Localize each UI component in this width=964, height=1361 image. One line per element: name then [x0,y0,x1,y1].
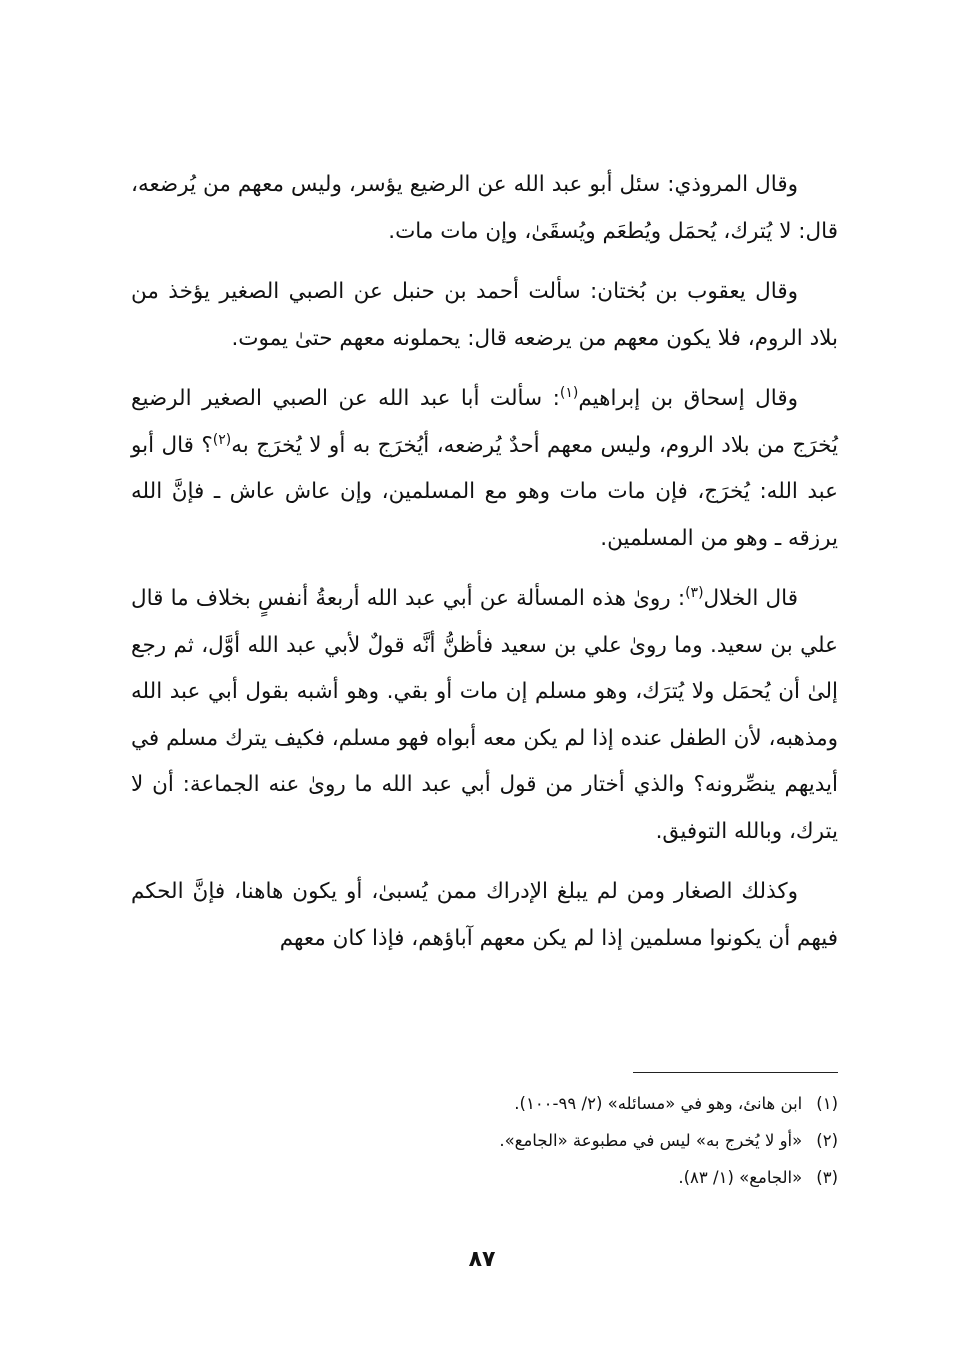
footnote-ref-3: (٣) [685,585,704,601]
paragraph-4-text-a: قال الخلال [703,586,798,611]
footnote-ref-1: (١) [559,385,579,401]
paragraph-3-text-a: وقال إسحاق بن إبراهيم [578,386,798,411]
footnote-text: «أو لا يُخرج به» ليس في مطبوعة «الجامع». [499,1131,803,1150]
paragraph-3-text-c: ؟ قال أبو عبد الله: يُخرَج، فإن مات مات وهو مع المسلمين، وإن عاش عاش ـ فإنَّ الله يرزقه ـ وهو من المسلمين. [131,432,838,551]
footnote-text: ابن هانئ، وهو في «مسائله» (٢/ ٩٩-١٠٠). [514,1094,803,1113]
page-number: ٨٧ [468,1247,496,1272]
footnote-number: (٣) [816,1168,838,1187]
footnotes [131,1085,838,1196]
paragraph-2-text: وقال يعقوب بن بُختان: سألت أحمد بن حنبل عن الصبي الصغير يؤخذ من بلاد الروم، فلا يكون معهم من يرضعه قال: يحملونه معهم حتىٰ يموت. [131,279,838,351]
paragraph-3-text-b: : سألت أبا عبد الله عن الصبي الصغير الرضيع يُخرَج من بلاد الروم، وليس معهم أحدٌ يُرضعه، أيُخرَج به أو لا يُخرَج به [131,386,838,458]
footnote-number: (١) [816,1094,838,1113]
main-text [131,162,838,976]
footnote-number: (٢) [816,1131,838,1150]
paragraph-4-text-b: : روىٰ هذه المسألة عن أبي عبد الله أربعةُ أنفسٍ بخلاف ما قال علي بن سعيد. وما روىٰ علي بن سعيد فأظنُّ أنَّه قولٌ لأبي عبد الله أوَّل، ثم رجع إلىٰ أن يُحمَل ولا يُترَك، وهو مسلم إن مات أو بقي. وهو أشبه بقول أبي عبد الله ومذهبه، لأن الطفل عنده إذا لم يكن معه أبواه فهو مسلم، فكيف يترك مسلم في أيديهم ينصِّرونه؟ والذي أختار من قول أبي عبد الله ما روىٰ عنه الجماعة: أن لا يترك، وبالله التوفيق. [131,586,838,844]
footnote-divider [633,1072,838,1073]
paragraph-3 [131,376,838,562]
paragraph-1-text: وقال المروذي: سئل أبو عبد الله عن الرضيع يؤسر، وليس معهم من يُرضعه، قال: لا يُترك، يُحمَل ويُطعَم ويُسقَىٰ، وإن مات مات. [131,172,838,244]
paragraph-1 [131,162,838,255]
paragraph-5-text: وكذلك الصغار ومن لم يبلغ الإدراك ممن يُسبىٰ، أو يكون هاهنا، فإنَّ الحكم فيهم أن يكونوا مسلمين إذا لم يكن معهم آباؤهم، فإذا كان معهم [131,879,838,951]
footnote-3 [131,1159,838,1196]
footnote-2 [131,1122,838,1159]
footnote-text: «الجامع» (١/ ٨٣). [678,1168,803,1187]
footnote-ref-2: (٢) [212,431,232,448]
paragraph-2 [131,269,838,362]
paragraph-4 [131,576,838,855]
paragraph-5 [131,869,838,962]
footnote-1 [131,1085,838,1122]
